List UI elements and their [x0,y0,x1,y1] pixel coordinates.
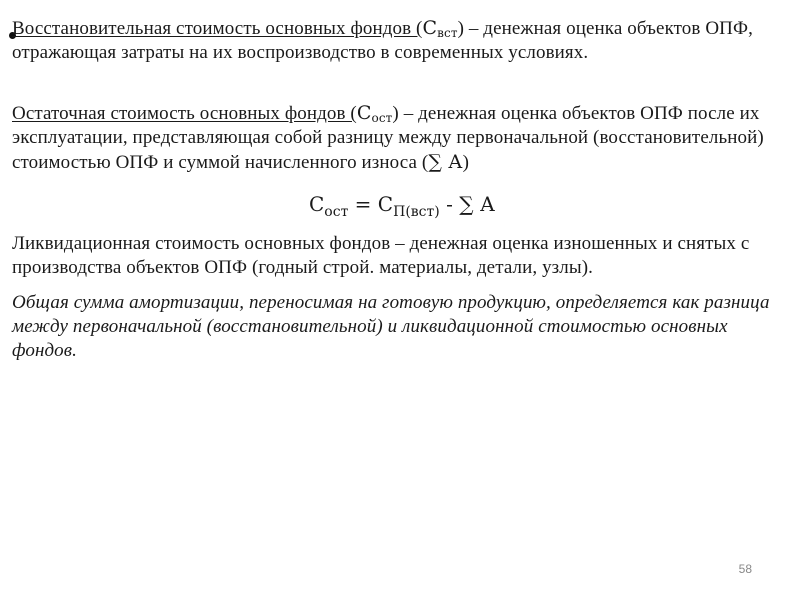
formula-rhs-subscript: П(вст) [393,204,440,220]
close-paren: ) [462,152,470,173]
formula-residual-cost [0,190,800,219]
term-replacement-cost: Восстановительная стоимость основных фондов ( [12,18,423,39]
formula-sum-icon: ∑ [459,192,474,216]
paragraph-liquidation-cost: Ликвидационная стоимость основных фондов – денежная оценка изношенных и снятых с производства объектов ОПФ (годный строй. материалы, детали, узлы). [12,233,750,278]
paragraph-amortization-total: Общая сумма амортизации, переносимая на готовую продукцию, определяется как разница между первоначальной (восстановительной) и ликвидационной стоимостью основных фондов. [12,292,770,361]
paragraph-residual-cost [12,101,790,175]
formula-equals: = [348,192,378,216]
formula-rhs-symbol: С [377,192,394,216]
subscript-ost: ост [371,111,393,125]
close-paren: ) [392,103,399,124]
formula-lhs-subscript: ост [324,204,349,220]
term-residual-cost: Остаточная стоимость основных фондов ( [12,103,357,124]
symbol-c: С [356,102,372,124]
formula-lhs-symbol: С [308,192,325,216]
subscript-vst: вст [437,26,458,40]
paragraph-replacement-cost [12,16,790,65]
page-number: 58 [738,562,752,576]
symbol-c: С [422,17,438,39]
close-paren: ) [457,18,464,39]
sum-icon: ∑ [428,151,442,173]
definition-text: – денежная оценка объектов ОПФ, отражающая затраты на их воспроизводство в современных условиях. [12,18,753,63]
formula-sum-variable: А [473,192,495,216]
sum-variable: А [442,151,463,173]
formula-minus: - [439,192,460,216]
definition-text: – денежная оценка объектов ОПФ после их эксплуатации, представляющая собой разницу между первоначальной (восстановительной) стоимостью ОПФ и суммой начисленного износа ( [12,103,764,173]
